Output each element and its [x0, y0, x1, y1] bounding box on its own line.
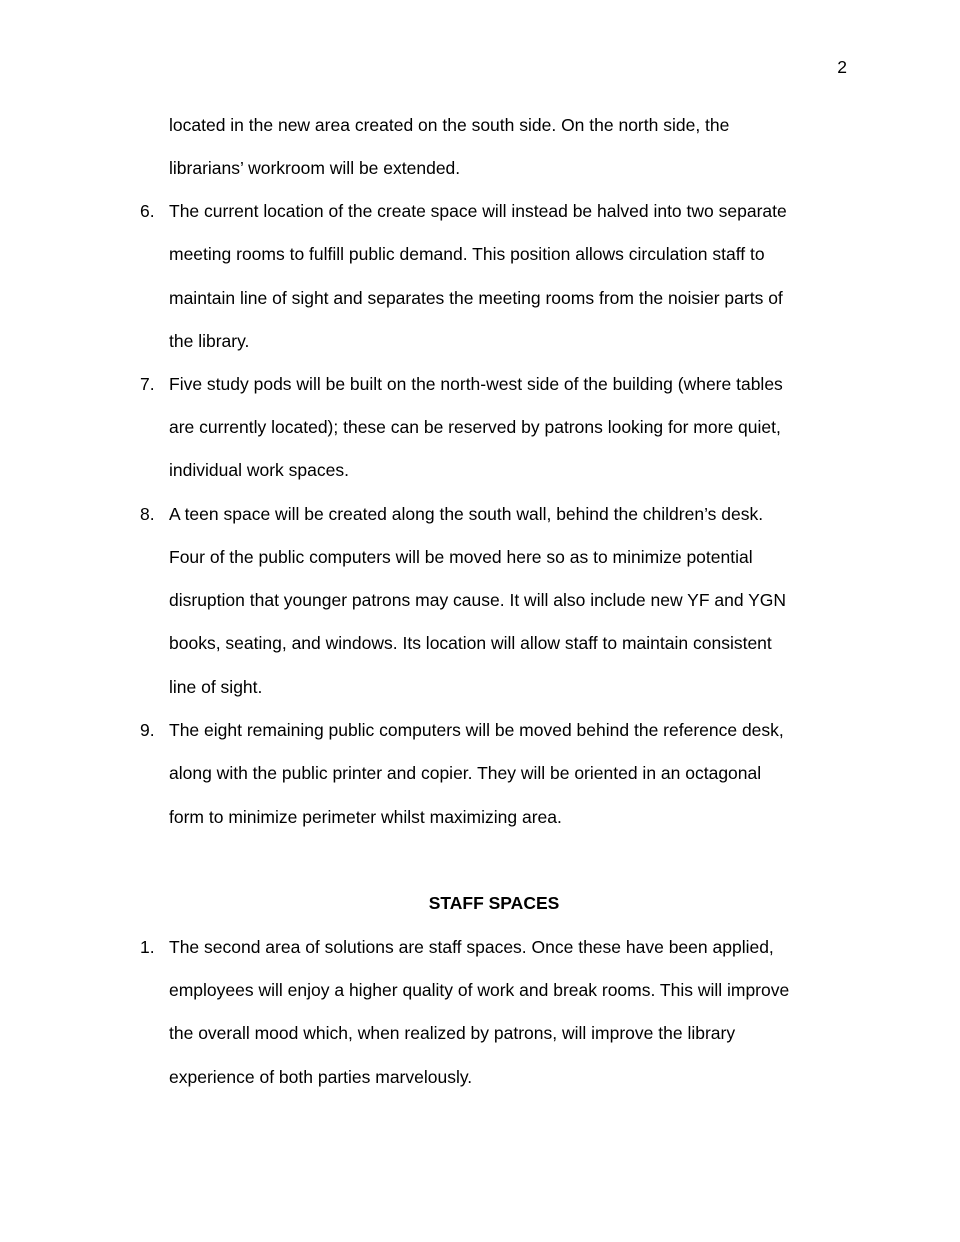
list-number: 6.: [140, 201, 155, 221]
text-line: employees will enjoy a higher quality of work and break rooms. This will improve: [169, 980, 790, 1000]
text-line: experience of both parties marvelously.: [169, 1067, 473, 1087]
text-line: librarians’ workroom will be extended.: [169, 158, 461, 178]
page-number: 2: [837, 57, 847, 77]
text-line: line of sight.: [169, 677, 263, 697]
list-number: 1.: [140, 937, 155, 957]
text-line: individual work spaces.: [169, 460, 349, 480]
text-line: A teen space will be created along the south wall, behind the children’s desk.: [169, 504, 764, 524]
text-line: along with the public printer and copier. They will be oriented in an octagonal: [169, 763, 762, 783]
text-line: books, seating, and windows. Its location will allow staff to maintain consistent: [169, 633, 772, 653]
text-line: the overall mood which, when realized by patrons, will improve the library: [169, 1023, 736, 1043]
text-line: maintain line of sight and separates the meeting rooms from the noisier parts of: [169, 288, 783, 308]
section-heading: STAFF SPACES: [428, 893, 560, 913]
text-line: disruption that younger patrons may cause. It will also include new YF and YGN: [169, 590, 787, 610]
text-line: The second area of solutions are staff spaces. Once these have been applied,: [169, 937, 774, 957]
text-line: Four of the public computers will be moved here so as to minimize potential: [169, 547, 753, 567]
text-line: meeting rooms to fulfill public demand. This position allows circulation staff to: [169, 244, 765, 264]
text-line: located in the new area created on the south side. On the north side, the: [169, 115, 730, 135]
list-number: 7.: [140, 374, 155, 394]
text-line: The current location of the create space will instead be halved into two separate: [169, 201, 787, 221]
text-line: form to minimize perimeter whilst maximizing area.: [169, 807, 562, 827]
text-line: are currently located); these can be reserved by patrons looking for more quiet,: [169, 417, 781, 437]
text-line: The eight remaining public computers will be moved behind the reference desk,: [169, 720, 784, 740]
text-line: the library.: [169, 331, 250, 351]
text-line: Five study pods will be built on the north-west side of the building (where tables: [169, 374, 783, 394]
list-number: 8.: [140, 504, 155, 524]
list-number: 9.: [140, 720, 155, 740]
